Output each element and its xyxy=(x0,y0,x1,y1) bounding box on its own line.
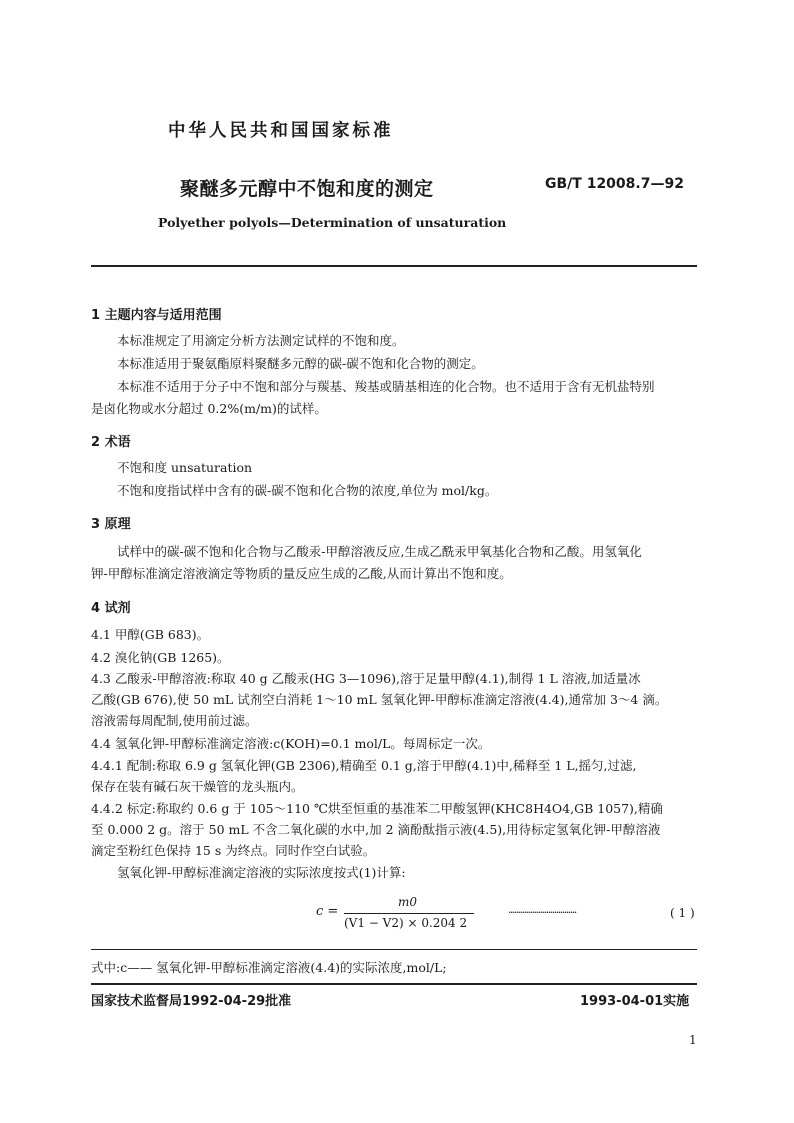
section-1-para-2: 本标准适用于聚氨酯原料聚醚多元醇的碳-碳不饱和化合物的测定。 xyxy=(117,356,484,371)
national-standard-label: 中华人民共和国国家标准 xyxy=(168,121,394,141)
item-4-1: 4.1 甲醇(GB 683)。 xyxy=(91,627,210,642)
item-4-4: 4.4 氢氧化钾-甲醇标准滴定溶液:c(KOH)=0.1 mol/L。每周标定一次。 xyxy=(91,736,491,751)
section-3-para-1a: 试样中的碳-碳不饱和化合物与乙酸汞-甲醇溶液反应,生成乙酰汞甲氧基化合物和乙酸。用氢氧化 xyxy=(117,544,642,559)
item-4-3c: 溶液需每周配制,使用前过滤。 xyxy=(91,713,258,728)
section-2-term: 不饱和度 unsaturation xyxy=(117,460,253,475)
section-1-para-1: 本标准规定了用滴定分析方法测定试样的不饱和度。 xyxy=(117,333,405,348)
calc-instruction: 氢氧化钾-甲醇标准滴定溶液的实际浓度按式(1)计算: xyxy=(117,865,406,880)
english-title: Polyether polyols—Determination of unsaturation xyxy=(158,215,507,230)
section-3-heading: 3 原理 xyxy=(91,517,131,532)
section-1-para-3b: 是卤化物或水分超过 0.2%(m/m)的试样。 xyxy=(91,401,327,416)
header-rule xyxy=(91,265,697,267)
formula-number: ( 1 ) xyxy=(670,906,695,920)
section-1-heading: 1 主题内容与适用范围 xyxy=(91,308,222,323)
section-3-para-1b: 钾-甲醇标准滴定溶液滴定等物质的量反应生成的乙酸,从而计算出不饱和度。 xyxy=(91,566,512,581)
item-4-4-2a: 4.4.2 标定:称取约 0.6 g 于 105～110 ℃烘至恒重的基准苯二甲酸氢钾(KHC8H4O4,GB 1057),精确 xyxy=(91,801,663,816)
section-2-definition: 不饱和度指试样中含有的碳-碳不饱和化合物的浓度,单位为 mol/kg。 xyxy=(117,483,498,498)
item-4-4-1a: 4.4.1 配制:称取 6.9 g 氢氧化钾(GB 2306),精确至 0.1 g,溶于甲醇(4.1)中,稀释至 1 L,摇匀,过滤, xyxy=(91,758,637,773)
item-4-4-1b: 保存在装有碱石灰干燥管的龙头瓶内。 xyxy=(91,779,304,794)
formula-denominator: (V1 − V2) × 0.204 2 xyxy=(344,916,468,930)
section-2-heading: 2 术语 xyxy=(91,435,131,450)
footer-rule xyxy=(91,983,697,985)
page-number: 1 xyxy=(689,1033,697,1047)
implementation-date: 1993-04-01实施 xyxy=(580,994,690,1009)
section-1-para-3a: 本标准不适用于分子中不饱和部分与羰基、羧基或腈基相连的化合物。也不适用于含有无机盐特别 xyxy=(117,379,655,394)
bottom-thin-rule xyxy=(91,949,697,950)
item-4-2: 4.2 溴化钠(GB 1265)。 xyxy=(91,650,230,665)
item-4-3b: 乙酸(GB 676),使 50 mL 试剂空白消耗 1～10 mL 氢氧化钾-甲醇标准滴定溶液(4.4),通常加 3～4 滴。 xyxy=(91,692,668,707)
standard-code: GB/T 12008.7—92 xyxy=(545,176,684,192)
item-4-4-2c: 滴定至粉红色保持 15 s 为终点。同时作空白试验。 xyxy=(91,843,376,858)
formula-fraction-bar xyxy=(344,913,474,914)
formula-numerator: m0 xyxy=(398,895,418,909)
where-clause: 式中:c—— 氢氧化钾-甲醇标准滴定溶液(4.4)的实际浓度,mol/L; xyxy=(91,960,447,975)
item-4-3a: 4.3 乙酸汞-甲醇溶液:称取 40 g 乙酸汞(HG 3—1096),溶于足量甲醇(4.1),制得 1 L 溶液,加适量冰 xyxy=(91,671,641,686)
document-title: 聚醚多元醇中不饱和度的测定 xyxy=(180,178,434,200)
formula-leader: ·································· xyxy=(508,906,576,919)
approval-note: 国家技术监督局1992-04-29批准 xyxy=(91,994,292,1009)
formula-lhs: c = xyxy=(316,904,339,919)
item-4-4-2b: 至 0.000 2 g。溶于 50 mL 不含二氧化碳的水中,加 2 滴酚酞指示液(4.5),用待标定氢氧化钾-甲醇溶液 xyxy=(91,822,661,837)
section-4-heading: 4 试剂 xyxy=(91,601,131,616)
